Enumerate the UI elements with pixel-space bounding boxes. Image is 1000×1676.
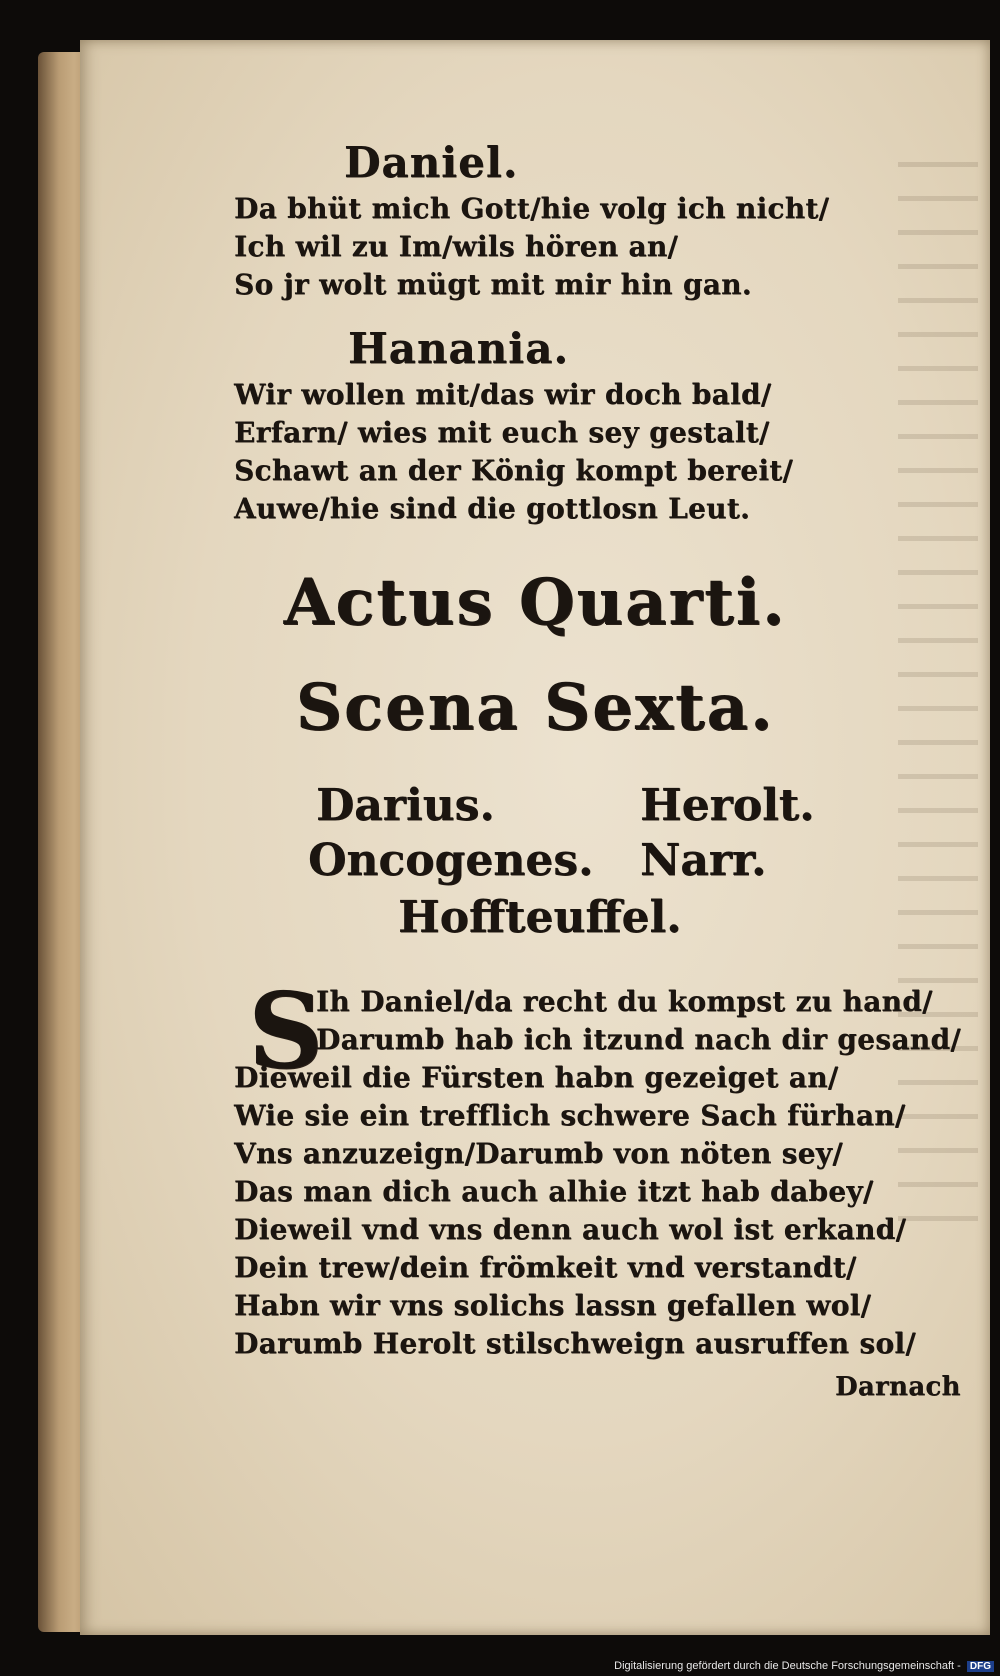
verse-line: So jr wolt mügt mit mir hin gan. xyxy=(234,268,752,301)
verse-line: Ih Daniel/da recht du kompst zu hand/ xyxy=(316,985,933,1018)
dfg-logo: DFG xyxy=(967,1661,994,1672)
verse-line: Wir wollen mit/das wir doch bald/ xyxy=(234,378,772,411)
persona-oncogenes: Oncogenes. xyxy=(308,835,594,886)
scene-title: Scena Sexta. xyxy=(295,670,775,745)
speaker-hanania: Hanania. xyxy=(348,324,569,373)
verse-line: Dieweil die Fürsten habn gezeiget an/ xyxy=(234,1061,839,1094)
verse-line: Schawt an der König kompt bereit/ xyxy=(234,454,794,487)
speaker-daniel: Daniel. xyxy=(344,138,519,187)
verse-line: Darumb Herolt stilschweign ausruffen sol/ xyxy=(234,1327,916,1360)
verse-line: Wie sie ein trefflich schwere Sach fürhan/ xyxy=(234,1099,906,1132)
drop-capital: S xyxy=(248,969,324,1092)
footer-text: Digitalisierung gefördert durch die Deutsche Forschungsgemeinschaft - xyxy=(614,1660,961,1672)
verse-line: Dieweil vnd vns denn auch wol ist erkand/ xyxy=(234,1213,907,1246)
act-title: Actus Quarti. xyxy=(283,565,787,640)
verse-line: Ich wil zu Im/wils hören an/ xyxy=(234,230,679,263)
verse-line: Da bhüt mich Gott/hie volg ich nicht/ xyxy=(234,192,830,225)
funding-footer xyxy=(614,1660,994,1672)
verse-line: Vns anzuzeign/Darumb von nöten sey/ xyxy=(234,1137,843,1170)
persona-hoffteuffel: Hoffteuffel. xyxy=(398,892,682,943)
persona-darius: Darius. xyxy=(316,780,495,831)
catchword: Darnach xyxy=(835,1372,961,1402)
verse-line: Dein trew/dein frömkeit vnd verstandt/ xyxy=(234,1251,857,1284)
verse-line: Darumb hab ich itzund nach dir gesand/ xyxy=(316,1023,961,1056)
persona-herolt: Herolt. xyxy=(640,780,815,831)
persona-narr: Narr. xyxy=(640,835,767,886)
verse-line: Habn wir vns solichs lassn gefallen wol/ xyxy=(234,1289,872,1322)
verse-line: Auwe/hie sind die gottlosn Leut. xyxy=(234,492,751,525)
verse-line: Das man dich auch alhie itzt hab dabey/ xyxy=(234,1175,874,1208)
verse-line: Erfarn/ wies mit euch sey gestalt/ xyxy=(234,416,770,449)
